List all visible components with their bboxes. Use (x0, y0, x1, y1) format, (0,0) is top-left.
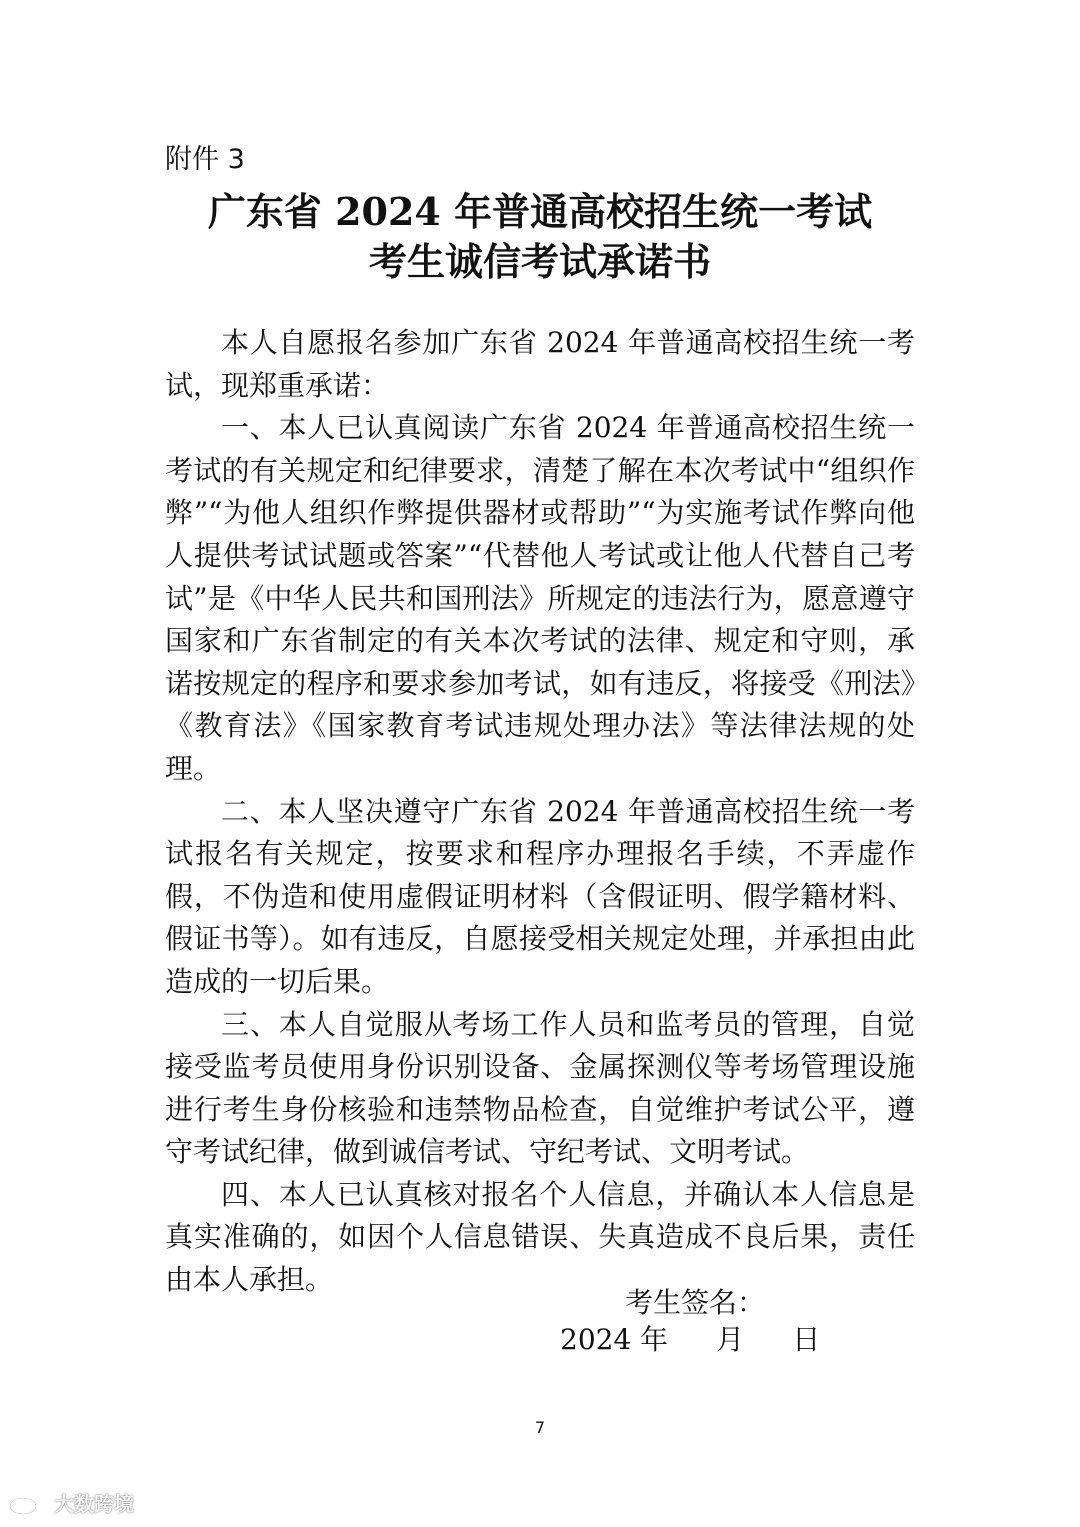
watermark-text: 大数跨境 (54, 1492, 134, 1516)
date-year: 2024 年 (560, 1323, 669, 1356)
page-number: 7 (534, 1418, 546, 1437)
weibo-logo-icon (8, 1490, 48, 1516)
paragraph-clause-3: 三、本人自觉服从考场工作人员和监考员的管理，自觉接受监考员使用身份识别设备、金属探测仪等考场管理设施进行考生身份核验和违禁物品检查，自觉维护考试公平，遵守考试纪律，做到诚信考试、守纪考试、文明考试。 (165, 1007, 915, 1169)
date-line (560, 1322, 820, 1358)
signature-label: 考生签名： (625, 1286, 766, 1319)
paragraph-intro: 本人自愿报名参加广东省 2024 年普通高校招生统一考试，现郑重承诺： (165, 326, 915, 402)
document-title-line-2: 考生诚信考试承诺书 (368, 239, 711, 284)
paragraph-clause-4: 四、本人已认真核对报名个人信息，并确认本人信息是真实准确的，如因个人信息错误、失真造成不良后果，责任由本人承担。 (165, 1177, 915, 1297)
watermark (8, 1488, 134, 1517)
paragraph-clause-1: 一、本人已认真阅读广东省 2024 年普通高校招生统一考试的有关规定和纪律要求，清楚了解在本次考试中“组织作弊”“为他人组织作弊提供器材或帮助”“为实施考试作弊向他人提供考试试题或答案”“代替他人考试或让他人代替自己考试”是《中华人民共和国刑法》所规定的违法行为，愿意遵守国家和广东省制定的有关本次考试的法律、规定和守则，承诺按规定的程序和要求参加考试，如有违反，将接受《刑法》《教育法》《国家教育考试违规处理办法》等法律法规的处理。 (165, 411, 915, 785)
document-title-line-1: 广东省 2024 年普通高校招生统一考试 (207, 189, 873, 234)
date-day: 日 (792, 1323, 821, 1356)
attachment-label: 附件 3 (165, 144, 245, 175)
date-month: 月 (716, 1323, 745, 1356)
paragraph-clause-2: 二、本人坚决遵守广东省 2024 年普通高校招生统一考试报名有关规定，按要求和程序办理报名手续，不弄虚作假，不伪造和使用虚假证明材料（含假证明、假学籍材料、假证书等）。如有违反，自愿接受相关规定处理，并承担由此造成的一切后果。 (165, 794, 915, 998)
commitment-body (165, 322, 915, 1302)
